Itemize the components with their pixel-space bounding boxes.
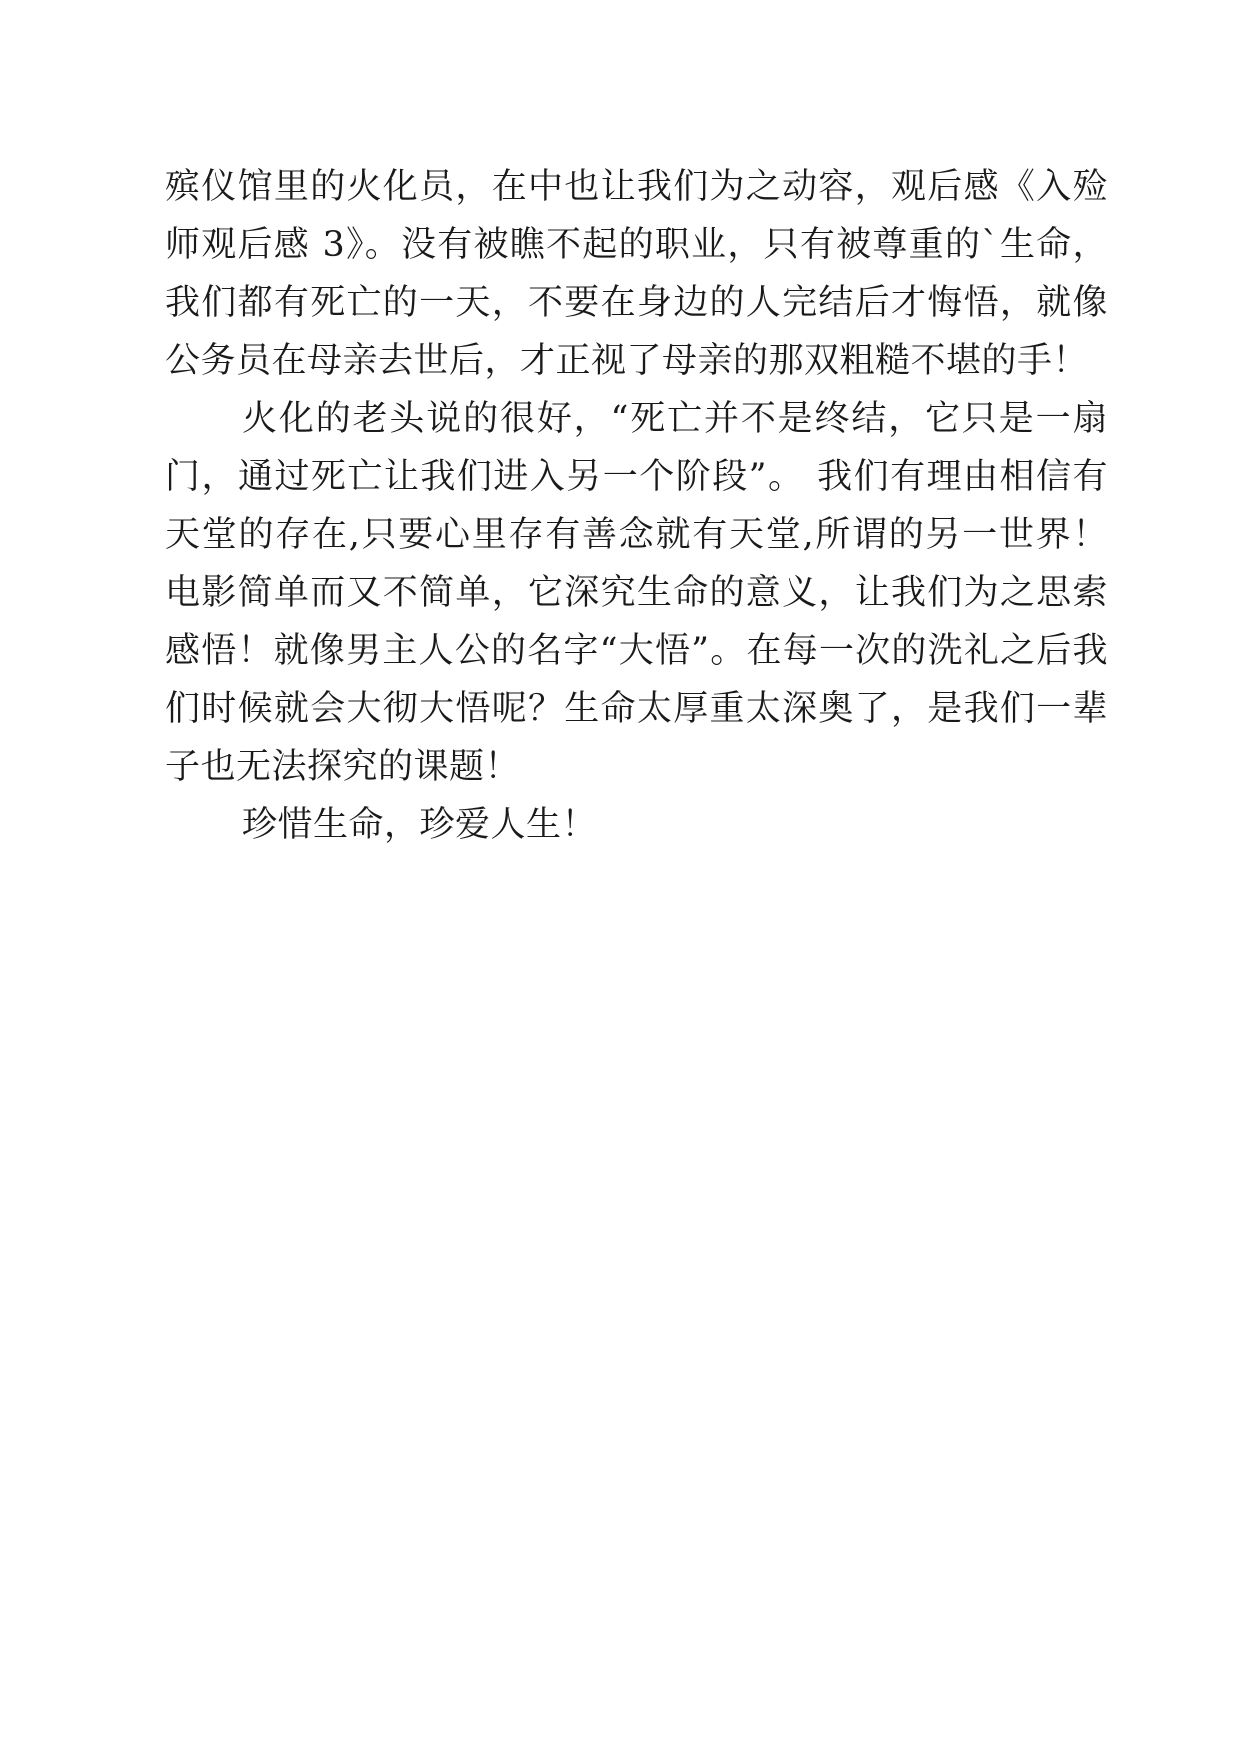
paragraph-closing: 珍惜生命，珍爱人生！ — [242, 805, 598, 845]
essay-text-block — [165, 158, 1108, 854]
paragraph-body: 火化的老头说的很好，“死亡并不是终结，它只是一扇门，通过死亡让我们进入另一个阶段”。 我们有理由相信有天堂的存在,只要心里存有善念就有天堂,所谓的另一世界！电影简单而又不简单，它深究生命的意义，让我们为之思索感悟！就像男主人公的名字“大悟”。在每一次的洗礼之后我们时候就会大彻大悟呢？生命太厚重太深奥了，是我们一辈子也无法探究的课题！ — [165, 399, 1108, 787]
paragraph-continuation: 殡仪馆里的火化员，在中也让我们为之动容，观后感《入殓师观后感 3》。没有被瞧不起的职业，只有被尊重的`生命，我们都有死亡的一天，不要在身边的人完结后才悔悟，就像公务员在母亲去世后，才正视了母亲的那双粗糙不堪的手！ — [165, 167, 1108, 381]
